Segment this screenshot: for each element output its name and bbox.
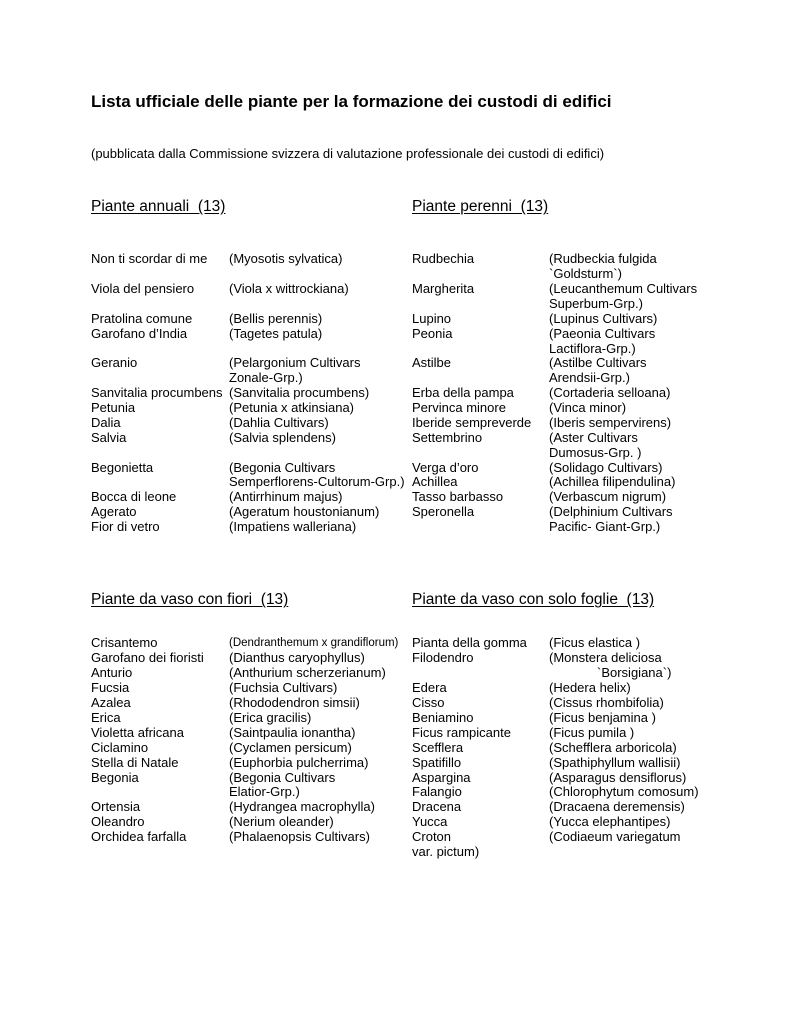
plant-common-name: Speronella [412,504,475,519]
plant-latin-name-continued: `Goldsturm`) [549,266,622,281]
plant-common-name: Dalia [91,415,121,430]
page-subtitle: (pubblicata dalla Commissione svizzera di valutazione professionale dei custodi di edifici) [91,146,605,161]
plant-common-name: Pervinca minore [412,400,506,415]
plant-common-name: Fior di vetro [91,519,160,534]
plant-common-name: Achillea [412,474,458,489]
plant-common-name: Verga d’oro [412,460,479,475]
plant-latin-name: (Cyclamen persicum) [229,740,352,755]
plant-latin-name: (Schefflera arboricola) [549,740,677,755]
plant-common-name: Fucsia [91,680,130,695]
plant-latin-name: (Spathiphyllum wallisii) [549,755,681,770]
plant-latin-name: (Tagetes patula) [229,326,323,341]
plant-latin-name: (Yucca elephantipes) [549,814,671,829]
plant-latin-name-continued: Arendsii-Grp.) [549,370,630,385]
plant-common-name: Iberide sempreverde [412,415,532,430]
plant-common-name: Viola del pensiero [91,281,195,296]
plant-latin-name: (Paeonia Cultivars [549,326,656,341]
plant-latin-name: (Dianthus caryophyllus) [229,650,365,665]
plant-latin-name: (Lupinus Cultivars) [549,311,658,326]
plant-common-name: Begonia [91,770,139,785]
plant-common-name: Rudbechia [412,251,475,266]
plant-latin-name: (Phalaenopsis Cultivars) [229,829,370,844]
plant-common-name: Erica [91,710,121,725]
plant-common-name: Garofano dei fioristi [91,650,204,665]
plant-latin-name-continued: Pacific- Giant-Grp.) [549,519,661,534]
plant-latin-name: (Ficus elastica ) [549,635,641,650]
plant-common-name: Geranio [91,355,138,370]
plant-latin-name: (Rhododendron simsii) [229,695,360,710]
plant-latin-name: (Myosotis sylvatica) [229,251,343,266]
plant-common-name: Scefflera [412,740,464,755]
plant-latin-name-continued: Dumosus-Grp. ) [549,445,642,460]
plant-latin-name: (Euphorbia pulcherrima) [229,755,369,770]
plant-latin-name: (Viola x wittrockiana) [229,281,349,296]
plant-common-name: Beniamino [412,710,474,725]
plant-latin-name: (Cortaderia selloana) [549,385,671,400]
plant-latin-name: (Astilbe Cultivars [549,355,647,370]
plant-common-name: Ficus rampicante [412,725,511,740]
plant-common-name: Stella di Natale [91,755,179,770]
plant-latin-name-continued: Superbum-Grp.) [549,296,643,311]
plant-latin-name: (Ficus pumila ) [549,725,635,740]
plant-latin-name-continued: Lactiflora-Grp.) [549,341,636,356]
plant-common-name: Cisso [412,695,445,710]
plant-common-name: Anturio [91,665,133,680]
plant-latin-name: (Dahlia Cultivars) [229,415,329,430]
plant-latin-name: (Salvia splendens) [229,430,336,445]
plant-common-name: Sanvitalia procumbens [91,385,223,400]
plant-common-name: Violetta africana [91,725,184,740]
plant-common-name: Garofano d’India [91,326,188,341]
plant-latin-name: (Anthurium scherzerianum) [229,665,386,680]
plant-common-name: Ciclamino [91,740,149,755]
plant-latin-name: (Aster Cultivars [549,430,638,445]
plant-latin-name: (Hedera helix) [549,680,631,695]
plant-common-name: Orchidea farfalla [91,829,187,844]
plant-latin-name: (Sanvitalia procumbens) [229,385,370,400]
plant-common-name: Non ti scordar di me [91,251,208,266]
section-heading: Piante annuali (13) [91,198,226,215]
plant-latin-name: (Petunia x atkinsiana) [229,400,355,415]
plant-common-name: Oleandro [91,814,145,829]
section-heading: Piante da vaso con fiori (13) [91,591,289,608]
plant-latin-name: (Asparagus densiflorus) [549,770,687,785]
plant-common-name: Agerato [91,504,137,519]
plant-latin-name: (Begonia Cultivars [229,770,336,785]
plant-latin-name: (Delphinium Cultivars [549,504,673,519]
plant-latin-name: (Dendranthemum x grandiflorum) [229,637,399,649]
plant-latin-name-continued: Semperflorens-Cultorum-Grp.) [229,474,405,489]
plant-latin-name: (Begonia Cultivars [229,460,336,475]
plant-common-name: Filodendro [412,650,474,665]
plant-latin-name: (Dracaena deremensis) [549,799,685,814]
plant-latin-name: (Achillea filipendulina) [549,474,676,489]
plant-latin-name: (Leucanthemum Cultivars [549,281,698,296]
section-heading: Piante da vaso con solo foglie (13) [412,591,655,608]
plant-common-name: Margherita [412,281,475,296]
plant-latin-name-continued: Zonale-Grp.) [229,370,303,385]
plant-latin-name: (Antirrhinum majus) [229,489,343,504]
plant-latin-name: (Saintpaulia ionantha) [229,725,356,740]
plant-latin-name: (Bellis perennis) [229,311,323,326]
plant-latin-name: (Fuchsia Cultivars) [229,680,338,695]
plant-common-name: Settembrino [412,430,483,445]
plant-latin-name: (Impatiens walleriana) [229,519,357,534]
plant-common-name: Lupino [412,311,452,326]
plant-common-name: Dracena [412,799,462,814]
plant-latin-name: (Rudbeckia fulgida [549,251,657,266]
plant-common-name: Begonietta [91,460,154,475]
plant-latin-name: (Ficus benjamina ) [549,710,656,725]
plant-latin-name: (Vinca minor) [549,400,627,415]
plant-common-name: Crisantemo [91,635,158,650]
plant-latin-name: (Nerium oleander) [229,814,334,829]
plant-latin-name: (Verbascum nigrum) [549,489,667,504]
plant-latin-name: (Chlorophytum comosum) [549,784,699,799]
plant-common-name: Croton [412,829,452,844]
plant-common-name: Erba della pampa [412,385,514,400]
plant-latin-name: (Iberis sempervirens) [549,415,672,430]
plant-common-name: Spatifillo [412,755,462,770]
plant-common-name: Aspargina [412,770,471,785]
plant-latin-name: (Ageratum houstonianum) [229,504,380,519]
plant-common-name: Yucca [412,814,448,829]
plant-latin-name: (Codiaeum variegatum [549,829,681,844]
plant-common-name: Peonia [412,326,453,341]
plant-latin-name-continued: var. pictum) [412,844,480,859]
plant-common-name: Falangio [412,784,462,799]
plant-latin-name-continued: Elatior-Grp.) [229,784,300,799]
plant-common-name: Pianta della gomma [412,635,527,650]
plant-common-name: Pratolina comune [91,311,193,326]
plant-common-name: Ortensia [91,799,141,814]
page-title: Lista ufficiale delle piante per la formazione dei custodi di edifici [91,92,612,111]
plant-latin-name: (Pelargonium Cultivars [229,355,361,370]
plant-common-name: Tasso barbasso [412,489,504,504]
plant-latin-name: (Hydrangea macrophylla) [229,799,375,814]
plant-common-name: Bocca di leone [91,489,177,504]
plant-latin-name: (Cissus rhombifolia) [549,695,664,710]
plant-common-name: Azalea [91,695,131,710]
section-heading: Piante perenni (13) [412,198,549,215]
plant-common-name: Petunia [91,400,136,415]
plant-latin-name: (Monstera deliciosa [549,650,662,665]
plant-latin-name: (Solidago Cultivars) [549,460,663,475]
plant-latin-name: (Erica gracilis) [229,710,312,725]
plant-common-name: Salvia [91,430,127,445]
plant-common-name: Astilbe [412,355,452,370]
plant-common-name: Edera [412,680,447,695]
plant-latin-name-continued: `Borsigiana`) [597,665,672,680]
